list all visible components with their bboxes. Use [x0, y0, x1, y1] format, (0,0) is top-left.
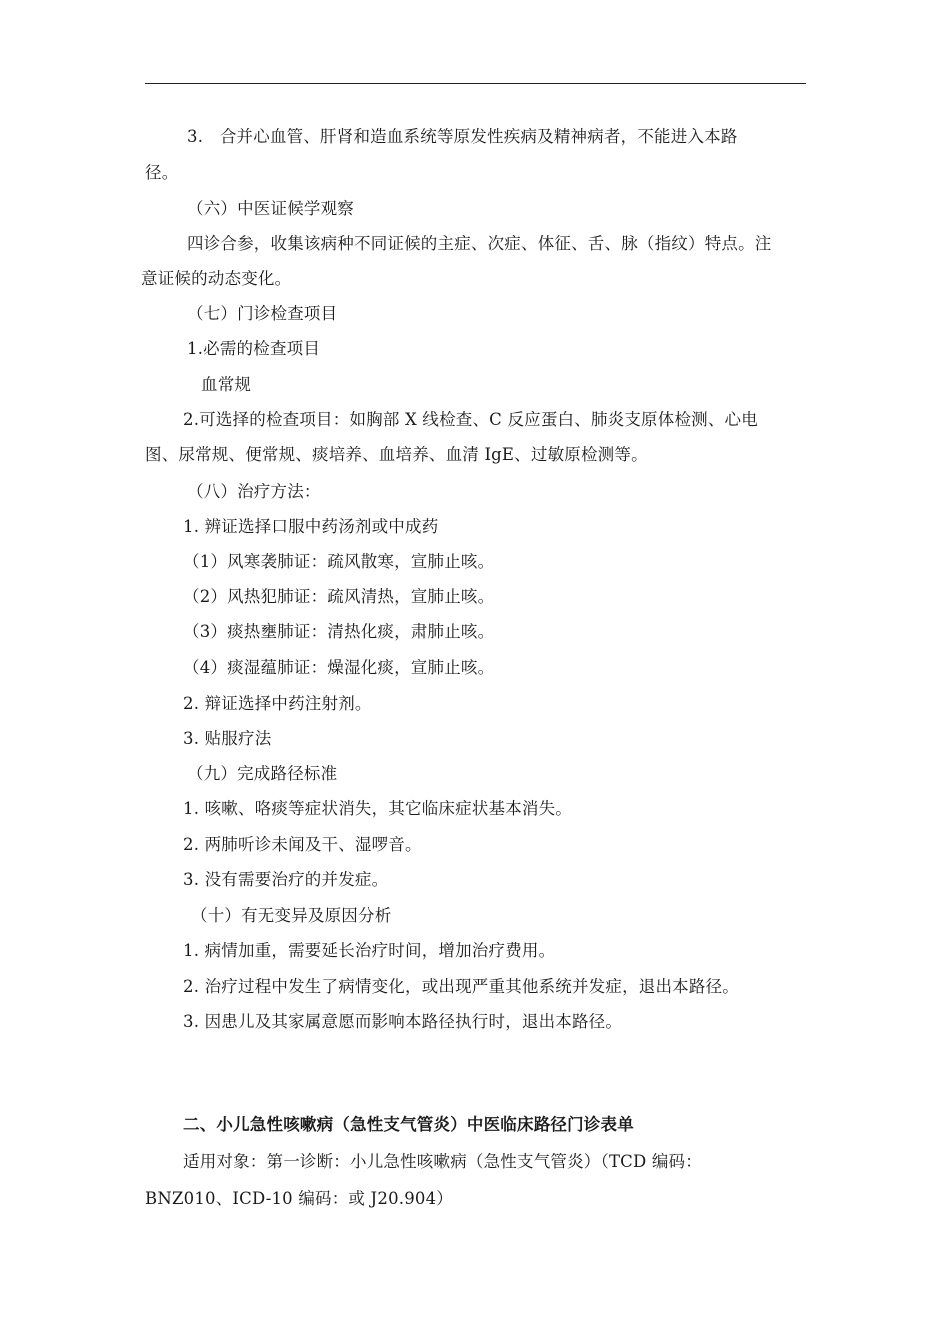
section-heading: （十）有无变异及原因分析 — [191, 906, 392, 925]
text-line: 2. 辩证选择中药注射剂。 — [183, 694, 372, 713]
text-line: BNZ010、ICD-10 编码：或 J20.904） — [145, 1189, 454, 1208]
text-line: （4）痰湿蕴肺证：燥湿化痰，宣肺止咳。 — [183, 658, 495, 677]
text-line: 2. 治疗过程中发生了病情变化，或出现严重其他系统并发症，退出本路径。 — [183, 977, 739, 996]
text-line: 3. 没有需要治疗的并发症。 — [183, 870, 389, 889]
text-line: 3. 因患儿及其家属意愿而影响本路径执行时，退出本路径。 — [183, 1012, 623, 1031]
text-line: 径。 — [145, 163, 179, 182]
text-line: 3. 贴服疗法 — [183, 729, 272, 748]
header-rule — [145, 83, 806, 84]
text-line: 意证候的动态变化。 — [141, 269, 292, 288]
text-line: （3）痰热壅肺证：清热化痰，肃肺止咳。 — [183, 622, 495, 641]
text-line: 2. 两肺听诊未闻及干、湿啰音。 — [183, 835, 422, 854]
form-title: 二、小儿急性咳嗽病（急性支气管炎）中医临床路径门诊表单 — [183, 1115, 634, 1134]
section-heading: （八）治疗方法： — [187, 482, 321, 501]
text-line: 3. 合并心血管、肝肾和造血系统等原发性疾病及精神病者，不能进入本路 — [187, 127, 738, 146]
text-line: 1. 辨证选择口服中药汤剂或中成药 — [183, 517, 439, 536]
section-heading: （九）完成路径标准 — [187, 764, 338, 783]
text-line: 四诊合参，收集该病种不同证候的主症、次症、体征、舌、脉（指纹）特点。注 — [187, 234, 772, 253]
text-line: 1. 咳嗽、咯痰等症状消失，其它临床症状基本消失。 — [183, 799, 572, 818]
section-heading: （七）门诊检查项目 — [187, 304, 338, 323]
text-line: 2.可选择的检查项目：如胸部 X 线检查、C 反应蛋白、肺炎支原体检测、心电 — [183, 410, 758, 429]
section-heading: （六）中医证候学观察 — [187, 199, 354, 218]
text-line: （2）风热犯肺证：疏风清热，宣肺止咳。 — [183, 587, 495, 606]
text-line: 1.必需的检查项目 — [187, 339, 321, 358]
text-line: 1. 病情加重，需要延长治疗时间，增加治疗费用。 — [183, 941, 556, 960]
text-line: （1）风寒袭肺证：疏风散寒，宣肺止咳。 — [183, 552, 495, 571]
text-line: 适用对象：第一诊断：小儿急性咳嗽病（急性支气管炎）（TCD 编码： — [183, 1152, 702, 1171]
text-line: 图、尿常规、便常规、痰培养、血培养、血清 IgE、过敏原检测等。 — [145, 445, 648, 464]
text-line: 血常规 — [201, 375, 252, 394]
